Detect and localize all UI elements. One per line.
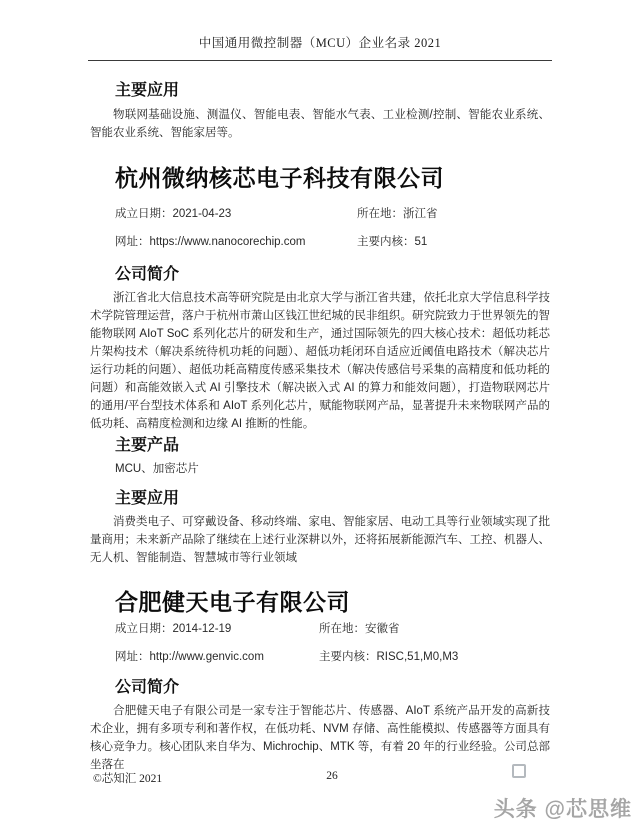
location-label: 所在地： bbox=[357, 208, 403, 220]
company-1-meta-row-1 bbox=[115, 207, 550, 221]
company-2-location-value: 安徽省 bbox=[365, 623, 400, 635]
company-1-website-value: https://www.nanocorechip.com bbox=[149, 236, 306, 248]
founded-label: 成立日期： bbox=[115, 623, 173, 635]
square-outline-icon bbox=[512, 764, 526, 778]
company-2-founded-pair bbox=[115, 623, 231, 635]
company-1-website-pair bbox=[115, 236, 305, 248]
applications-top-text: 物联网基础设施、测温仪、智能电表、智能水气表、工业检测/控制、智能农业系统、智能农业系统、智能家居等。 bbox=[90, 109, 550, 139]
company-1-founded-value: 2021-04-23 bbox=[172, 208, 232, 220]
company-2-website-pair bbox=[115, 651, 264, 663]
company-1-founded-pair bbox=[115, 208, 231, 220]
company-1-products-text: MCU、加密芯片 bbox=[115, 463, 199, 475]
cores-label: 主要内核： bbox=[319, 651, 377, 663]
company-2-website-value: http://www.genvic.com bbox=[149, 651, 264, 663]
company-1-products-heading: 主要产品 bbox=[115, 437, 180, 454]
website-label: 网址： bbox=[115, 236, 150, 248]
company-1-name: 杭州微纳核芯电子科技有限公司 bbox=[115, 165, 444, 191]
company-2-meta-row-2 bbox=[115, 650, 550, 664]
header-divider bbox=[88, 60, 552, 61]
company-2-cores-value: RISC,51,M0,M3 bbox=[376, 651, 459, 663]
footer-page-number: 26 bbox=[326, 770, 338, 782]
company-1-location-value: 浙江省 bbox=[403, 208, 438, 220]
company-1-profile-heading: 公司简介 bbox=[115, 266, 180, 283]
company-1-cores-value: 51 bbox=[414, 236, 428, 248]
toutiao-watermark: 头条 @芯思维 bbox=[493, 798, 632, 821]
company-1-applications-heading: 主要应用 bbox=[115, 490, 180, 507]
company-2-profile-text: 合肥健天电子有限公司是一家专注于智能芯片、传感器、AIoT 系统产品开发的高新技术企业，拥有多项专利和著作权，在低功耗、NVM 存储、高性能模拟、传感器等方面具有核心竞争力。核心团队来自华为、Michrochip、MTK 等，有着 20 年的行业经验。公司总部坐落在 bbox=[90, 705, 550, 771]
page-footer bbox=[0, 768, 640, 788]
footer-copyright: ©芯知汇 2021 bbox=[93, 773, 163, 785]
company-1-applications-text: 消费类电子、可穿戴设备、移动终端、家电、智能家居、电动工具等行业领域实现了批量商用；未来新产品除了继续在上述行业深耕以外，还将拓展新能源汽车、工控、机器人、无人机、智能制造、智慧城市等行业领域 bbox=[90, 516, 550, 564]
company-2-cores-pair bbox=[319, 650, 458, 664]
section-heading-applications-top: 主要应用 bbox=[115, 82, 180, 99]
company-2-meta-row-1 bbox=[115, 622, 550, 636]
company-2-name: 合肥健天电子有限公司 bbox=[115, 589, 350, 615]
cores-label: 主要内核： bbox=[357, 236, 415, 248]
company-1-meta-row-2 bbox=[115, 235, 550, 249]
company-2-location-pair bbox=[319, 622, 400, 636]
location-label: 所在地： bbox=[319, 623, 365, 635]
website-label: 网址： bbox=[115, 651, 150, 663]
company-1-profile-text: 浙江省北大信息技术高等研究院是由北京大学与浙江省共建，依托北京大学信息科学技术学院管理运营，落户于杭州市萧山区钱江世纪城的民非组织。研究院致力于世界领先的智能物联网 AIoT SoC 系列化芯片的研发和生产，通过国际领先的四大核心技术：超低功耗芯片架构技术（解决系统待机功耗的问题）、超低功耗闭环自适应近阈值电路技术（解决芯片运行功耗的问题）、超低功耗高精度传感采集技术（解决传感信号采集的高精度和低功耗的问题）和高能效嵌入式 AI 引擎技术（解决嵌入式 AI 的算力和能效问题），打造物联网芯片的通用/平台型技术体系和 AIoT 系列化芯片，赋能物联网产品，显著提升未来物联网产品的低功耗、高精度检测和边缘 AI 推断的性能。 bbox=[90, 292, 550, 430]
company-2-founded-value: 2014-12-19 bbox=[172, 623, 232, 635]
company-1-location-pair bbox=[357, 207, 438, 221]
document-header-title: 中国通用微控制器（MCU）企业名录 2021 bbox=[198, 36, 442, 50]
page-content bbox=[90, 81, 550, 774]
founded-label: 成立日期： bbox=[115, 208, 173, 220]
company-1-cores-pair bbox=[357, 235, 427, 249]
company-2-profile-heading: 公司简介 bbox=[115, 679, 180, 696]
